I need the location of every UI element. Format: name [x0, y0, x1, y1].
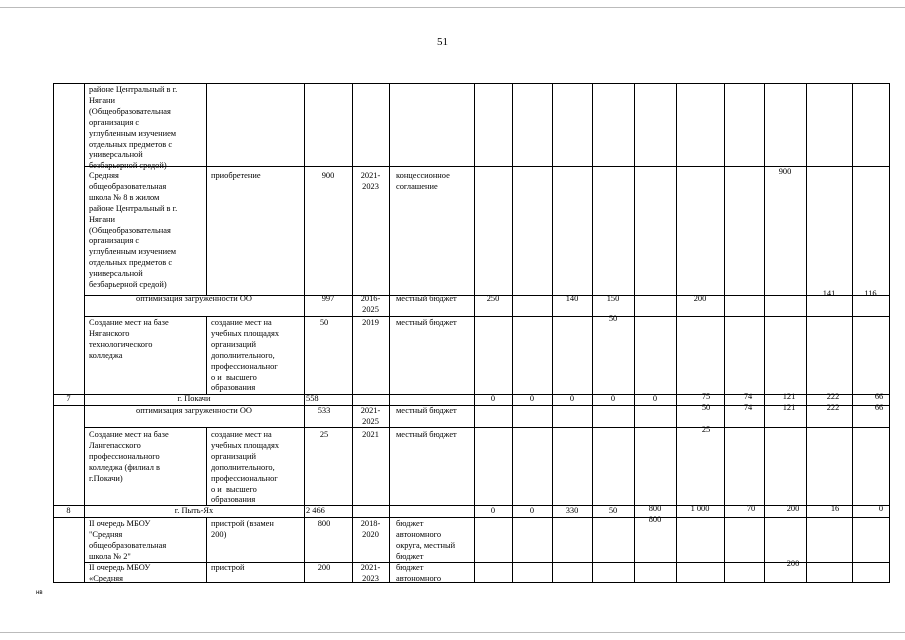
table-cell-source: местный бюджет [396, 318, 457, 327]
table-cell-value: 116 [864, 289, 877, 298]
table-cell-value: 74 [743, 392, 753, 401]
table-cell-value: 0 [652, 394, 658, 403]
scan-artifact-top [0, 7, 905, 8]
table-cell-capacity: 558 [306, 394, 319, 403]
table-row-name: г. Пыть-Ях [174, 506, 214, 515]
table-cell-value: 121 [782, 403, 796, 412]
table-row-name: районе Центральный в г. Нягани (Общеобразовательная организация с углубленным изучением отдельных предметов с универсальной безбарьерной средой) [89, 85, 178, 171]
col-line [206, 427, 207, 505]
col-line [352, 83, 353, 582]
table-cell-value: 200 [786, 504, 800, 513]
table-row-num: 8 [66, 506, 71, 515]
table-row-name: г. Покачи [177, 394, 211, 403]
table-cell-value: 800 [648, 504, 662, 513]
table-cell-value: 50 [608, 506, 618, 515]
table-cell-years: 2021- 2023 [360, 563, 381, 583]
table-cell-value: 141 [822, 289, 836, 298]
scan-artifact-bottom [0, 632, 905, 633]
table-cell-source: бюджет автономного округа, местный бюджет [396, 519, 456, 561]
table-cell-source: местный бюджет [396, 294, 457, 303]
table-cell-value: 900 [778, 167, 792, 176]
table-cell-source: концессионное соглашение [396, 171, 450, 191]
col-line [206, 517, 207, 582]
table-row-name: II очередь МБОУ «Средняя [89, 563, 151, 583]
table-cell-years: 2018- 2020 [360, 519, 381, 539]
table-cell-value: 0 [878, 504, 884, 513]
col-line [304, 83, 305, 582]
table-cell-value: 250 [486, 294, 500, 303]
table-cell-capacity: 2 466 [306, 506, 325, 515]
table-cell-years: 2021 [362, 430, 379, 439]
table-cell-value: 0 [490, 394, 496, 403]
table-cell-type: пристрой (взамен 200) [211, 519, 274, 539]
table-cell-years: 2021- 2023 [360, 171, 381, 191]
table-cell-capacity: 900 [321, 171, 335, 180]
col-line [206, 83, 207, 295]
table-cell-type: пристрой [211, 563, 245, 572]
table-cell-years: 2016- 2025 [360, 294, 381, 314]
footnote-mark: нв [36, 590, 43, 596]
table-row-name: Создание мест на базе Няганского технологического колледжа [89, 318, 169, 360]
table-cell-value: 0 [610, 394, 616, 403]
table-cell-value: 16 [830, 504, 840, 513]
table-cell-value: 150 [606, 294, 620, 303]
row-line [53, 517, 890, 518]
table-row-name: оптимизация загруженности ОО [136, 406, 252, 415]
table-cell-value: 121 [782, 392, 796, 401]
table-cell-value: 200 [786, 559, 800, 568]
table-cell-type: создание мест на учебных площадях организаций дополнительного, профессиональног о и высшего образования [211, 430, 280, 505]
table-cell-type: приобретение [211, 171, 261, 180]
table-cell-value: 50 [701, 403, 711, 412]
table-cell-value: 1 000 [690, 504, 710, 513]
row-line [84, 316, 890, 317]
table-row-name: II очередь МБОУ "Средняя общеобразовательная школа № 2" [89, 519, 167, 561]
table-cell-value: 0 [529, 394, 535, 403]
table-cell-source: местный бюджет [396, 430, 457, 439]
table-cell-value: 70 [746, 504, 756, 513]
table-cell-years: 2021- 2025 [360, 406, 381, 426]
table-cell-years: 2019 [362, 318, 379, 327]
table-cell-value: 25 [701, 425, 711, 434]
table-cell-source: местный бюджет [396, 406, 457, 415]
table-cell-value: 330 [565, 506, 579, 515]
table-cell-value: 66 [874, 392, 884, 401]
table-cell-value: 75 [701, 392, 711, 401]
table-row-name: Создание мест на базе Лангепасского профессионального колледжа (филиал в г.Покачи) [89, 430, 169, 483]
table-cell-capacity: 533 [317, 406, 331, 415]
table-cell-value: 140 [565, 294, 579, 303]
table-cell-value: 0 [529, 506, 535, 515]
row-line [53, 582, 890, 583]
table-cell-capacity: 25 [319, 430, 329, 439]
table-cell-value: 0 [490, 506, 496, 515]
table-cell-value: 222 [826, 392, 840, 401]
table-cell-capacity: 800 [317, 519, 331, 528]
table-cell-value: 74 [743, 403, 753, 412]
row-line [84, 427, 890, 428]
col-line [389, 83, 390, 582]
table-row-name: оптимизация загруженности ОО [136, 294, 252, 303]
table-row-name: Средняя общеобразовательная школа № 8 в жилом районе Центральный в г. Нягани (Общеобразовательная организация с углубленным изучением отдельных предметов с универсальной безбарьерной средой) [89, 171, 178, 290]
table-row-num: 7 [66, 394, 71, 403]
page-number: 51 [437, 36, 448, 48]
table-cell-capacity: 997 [321, 294, 335, 303]
table-cell-value: 800 [648, 515, 662, 524]
col-line [206, 316, 207, 394]
table-cell-value: 222 [826, 403, 840, 412]
table-cell-type: создание мест на учебных площадях организаций дополнительного, профессиональног о и высшего образования [211, 318, 280, 393]
row-line [53, 83, 890, 84]
table-cell-value: 0 [569, 394, 575, 403]
table-cell-capacity: 200 [317, 563, 331, 572]
table-cell-source: бюджет автономного [396, 563, 442, 583]
table-cell-value: 66 [874, 403, 884, 412]
table-cell-value: 50 [608, 314, 618, 323]
table-cell-value: 200 [693, 294, 707, 303]
table-cell-capacity: 50 [319, 318, 329, 327]
